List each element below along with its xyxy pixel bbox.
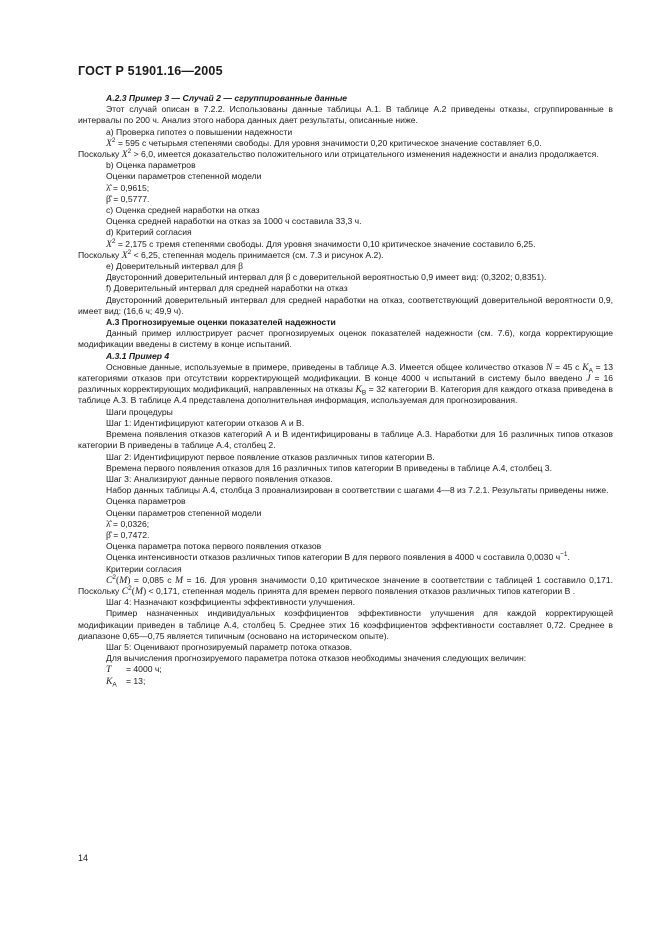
paragraph: Оценка параметров [106,496,186,507]
section-a3-heading: А.3 Прогнозируемые оценки показателей надежности [106,317,336,328]
step-5: Шаг 5: Оценивают прогнозируемый параметр потока отказов. [106,641,353,652]
lambda-estimate: λ̂ = 0,0326; [106,518,150,530]
list-item-a: a) Проверка гипотез о повышении надежности [106,126,293,137]
step-2: Шаг 2: Идентифицируют первое появление отказов различных типов категории В. [106,451,435,462]
paragraph: Критерии согласия [106,563,182,574]
chi-square-result: $X^2 = 595$ с четырьмя степенями свободы. Для уровня значимости 0,20 критическое значение составляет 6,0. [106,136,542,149]
paragraph: Оценка интенсивности отказов различных типов категории В для первого появления в 4000 ч составила 0,0030 $ч^{-1}$. [106,551,570,563]
list-item-b: b) Оценка параметров [106,160,196,171]
chi-square-conclusion: Поскольку $X^2 > 6,0$, имеется доказательство положительного или отрицательного изменения надежности и анализ продолжается. [78,148,599,161]
list-item-f: f) Доверительный интервал для средней наработки на отказ [106,283,348,294]
paragraph: Набор данных таблицы А.4, столбца 3 проанализирован в соответствии с шагами 4—8 из 7.2.1. Результаты приведены ниже. [106,485,609,496]
paragraph: Оценка параметра потока первого появления отказов [106,541,322,552]
goodness-of-fit-conclusion: Поскольку $X^2 < 6,25$, степенная модель принимается (см. 7.3 и рисунок А.2). [78,248,384,261]
paragraph: Этот случай описан в 7.2.2. Использованы данные таблицы А.1. В таблице А.2 приведены отказы, сгруппированные в интервалы по 200 ч. Анализ этого набора данных дает результаты, описанные ниже. [78,104,613,126]
paragraph: Пример назначенных индивидуальных коэффициентов эффективности улучшения для каждой корректирующей модификации приведен в таблице А.4, столбец 5. Среднее этих 16 коэффициентов эффективности составляет 0,72. Среднее в диапазоне 0,65—0,75 является типичным (основано на историческом опыте). [78,608,613,641]
paragraph: Времена появления отказов категорий А и В идентифицированы в таблице А.3. Наработки для 16 различных типов отказов категории В приведены в таблице А.4, столбец 2. [78,429,613,451]
section-a23-heading: А.2.3 Пример 3 — Случай 2 — сгруппированные данные [106,93,348,103]
paragraph: Для вычисления прогнозируемого параметра потока отказов необходимы значения следующих величин: [106,653,527,664]
definition-KA: $K_A = 13$; [106,675,146,689]
step-4: Шаг 4: Назначают коэффициенты эффективности улучшения. [106,597,356,608]
step-1: Шаг 1: Идентифицируют категории отказов А и В. [106,417,305,428]
section-a31-heading: А.3.1 Пример 4 [106,350,170,361]
paragraph: Двусторонний доверительный интервал для средней наработки на отказ, соответствующий доверительной вероятности 0,9, имеет вид: (16,6 ч; 49,9 ч). [78,294,613,316]
beta-estimate: β̂ = 0,5777. [106,193,150,205]
goodness-of-fit-result: $X^2 = 2,175$ с тремя степенями свободы. Для уровня значимости 0,10 критическое значение составило 6,25. [106,237,536,250]
paragraph: Данный пример иллюстрирует расчет прогнозируемых оценок показателей надежности (см. 7.6), когда корректирующие модификации введены в систему в конце испытаний. [78,328,613,350]
paragraph: Двусторонний доверительный интервал для β с доверительной вероятностью 0,9 имеет вид: (0,3202; 0,8351). [106,272,547,284]
paragraph: Основные данные, используемые в примере, приведены в таблице А.3. Имеется общее количество отказов N = 45 с $K_A = 13$ категориями отказов при отсутствии корректирующей модификации. В конце 4000 ч испытаний в систему было введено J = 16 различных корректирующих модификаций, направленных на отказы $K_B = 32$ категории В. Категория для каждого отказа приведена в таблице А.3. В таблице А.4 представлена дополнительная информация, используемая для прогнозирования. [78,361,614,406]
paragraph: Оценки параметров степенной модели [106,171,262,182]
document-header: ГОСТ Р 51901.16—2005 [78,64,223,78]
cramer-von-mises-result: $C^2(M) = 0,085$ с M = 16. Для уровня значимости 0,10 критическое значение в соответствии с таблицей 1 составило 0,171. Поскольку $C^2(M) < 0,171$, степенная модель принята для времен первого появления отказов различных типов категории В . [78,573,613,597]
document-body [78,93,613,687]
paragraph: Оценка средней наработки на отказ за 1000 ч составила 33,3 ч. [106,216,362,227]
page-number: 14 [78,853,89,863]
paragraph: Времена первого появления отказов для 16 различных типов категории В приведены в таблице А.4, столбец 3. [106,462,552,473]
list-item-e: e) Доверительный интервал для β [106,261,244,273]
paragraph: Шаги процедуры [106,406,173,417]
step-3: Шаг 3: Анализируют данные первого появления отказов. [106,473,333,484]
lambda-estimate: λ̂ = 0,9615; [106,182,150,194]
paragraph: Оценки параметров степенной модели [106,507,262,518]
list-item-d: d) Критерий согласия [106,227,192,238]
list-item-c: c) Оценка средней наработки на отказ [106,205,260,216]
beta-estimate: β̂ = 0,7472. [106,529,150,541]
definition-T: T = 4000 ч; [106,664,162,676]
